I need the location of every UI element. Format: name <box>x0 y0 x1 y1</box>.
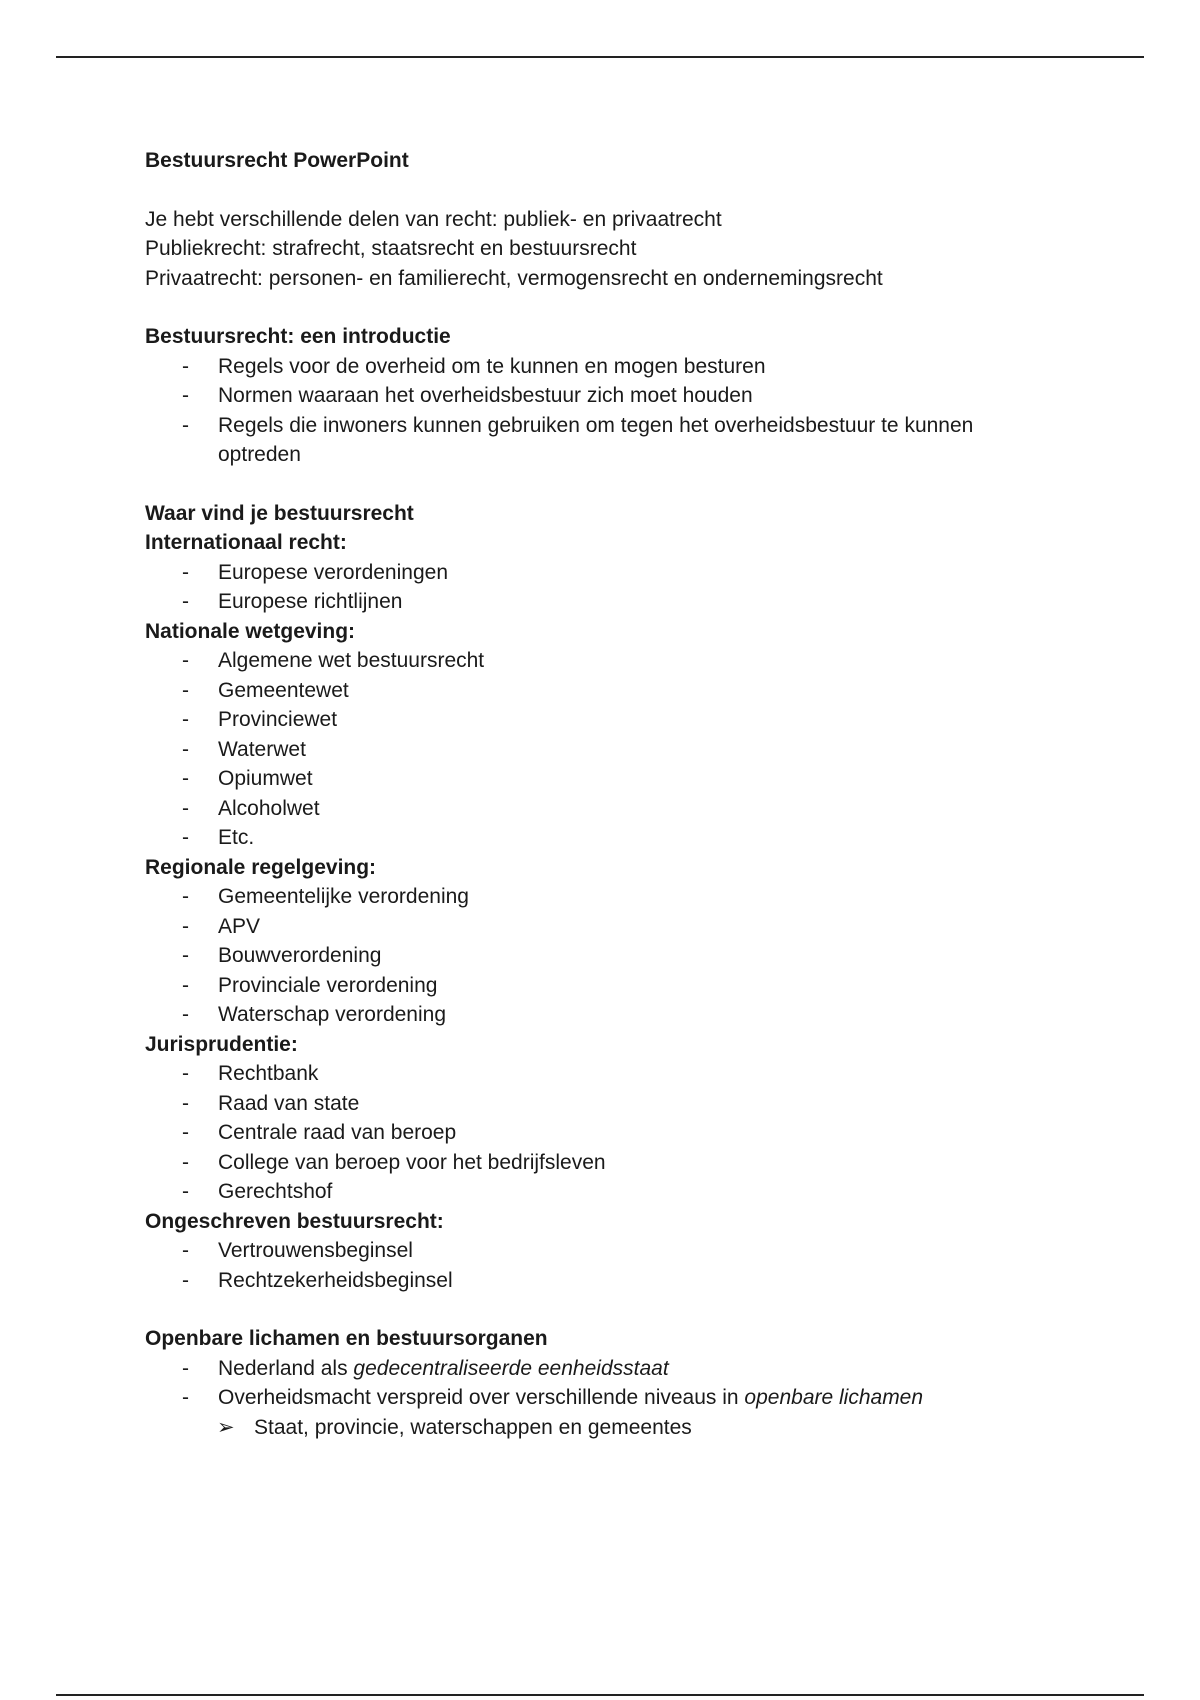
list-item: - Provinciale verordening <box>145 971 1045 1001</box>
internationaal-list <box>145 558 1045 617</box>
list-item: - Etc. <box>145 823 1045 853</box>
list-item: - Waterwet <box>145 735 1045 765</box>
list-item: - Waterschap verordening <box>145 1000 1045 1030</box>
intro-line: Je hebt verschillende delen van recht: publiek- en privaatrecht <box>145 207 722 231</box>
subheading-nationaal: Nationale wetgeving: <box>145 619 356 643</box>
list-item <box>145 1383 1045 1413</box>
section-heading-waar: Waar vind je bestuursrecht <box>145 501 414 525</box>
document-body <box>145 146 1045 1442</box>
list-item: - Provinciewet <box>145 705 1045 735</box>
section-heading-openbare: Openbare lichamen en bestuursorganen <box>145 1327 548 1350</box>
subheading-jurisprudentie: Jurisprudentie: <box>145 1032 298 1056</box>
list-item: - Opiumwet <box>145 764 1045 794</box>
list-item: - Gemeentelijke verordening <box>145 882 1045 912</box>
ongeschreven-list <box>145 1236 1045 1295</box>
nationaal-list <box>145 646 1045 853</box>
list-item: - Algemene wet bestuursrecht <box>145 646 1045 676</box>
arrow-bullet-icon: ➢ <box>217 1415 235 1439</box>
openbare-list <box>145 1354 1045 1413</box>
list-item: - Bouwverordening <box>145 941 1045 971</box>
subheading-ongeschreven: Ongeschreven bestuursrecht: <box>145 1209 444 1233</box>
list-item: - Gerechtshof <box>145 1177 1045 1207</box>
item-emphasis: openbare lichamen <box>744 1386 924 1409</box>
list-item <box>145 1354 1045 1384</box>
item-text: Nederland als <box>218 1356 354 1380</box>
item-emphasis: gedecentraliseerde eenheidsstaat <box>353 1356 669 1380</box>
header-rule <box>56 56 1144 58</box>
item-text: Overheidsmacht verspreid over verschillende niveaus in <box>218 1386 745 1409</box>
list-item: - College van beroep voor het bedrijfsleven <box>145 1148 1045 1178</box>
list-item: - Gemeentewet <box>145 676 1045 706</box>
intro-line: Privaatrecht: personen- en familierecht, vermogensrecht en ondernemingsrecht <box>145 266 883 290</box>
regionaal-list <box>145 882 1045 1030</box>
introductie-list <box>145 352 1045 470</box>
list-item: - APV <box>145 912 1045 942</box>
subheading-regionaal: Regionale regelgeving: <box>145 855 377 879</box>
list-item: - Rechtbank <box>145 1059 1045 1089</box>
section-heading-introductie: Bestuursrecht: een introductie <box>145 325 451 348</box>
list-item: - Raad van state <box>145 1089 1045 1119</box>
list-item: - Europese richtlijnen <box>145 587 1045 617</box>
list-item: - Normen waaraan het overheidsbestuur zich moet houden <box>145 381 1045 411</box>
list-item: - Europese verordeningen <box>145 558 1045 588</box>
intro-line: Publiekrecht: strafrecht, staatsrecht en bestuursrecht <box>145 237 637 260</box>
list-item: - Alcoholwet <box>145 794 1045 824</box>
sub-item-text: Staat, provincie, waterschappen en gemeentes <box>254 1415 692 1439</box>
list-item: - Vertrouwensbeginsel <box>145 1236 1045 1266</box>
sub-list-item <box>145 1413 1045 1443</box>
list-item: - Regels die inwoners kunnen gebruiken om tegen het overheidsbestuur te kunnen optreden <box>145 411 1045 470</box>
document-title: Bestuursrecht PowerPoint <box>145 149 409 172</box>
footer-rule <box>56 1694 1144 1696</box>
subheading-internationaal: Internationaal recht: <box>145 531 347 554</box>
list-item: - Regels voor de overheid om te kunnen en mogen besturen <box>145 352 1045 382</box>
list-item: - Rechtzekerheidsbeginsel <box>145 1266 1045 1296</box>
list-item: - Centrale raad van beroep <box>145 1118 1045 1148</box>
jurisprudentie-list <box>145 1059 1045 1207</box>
